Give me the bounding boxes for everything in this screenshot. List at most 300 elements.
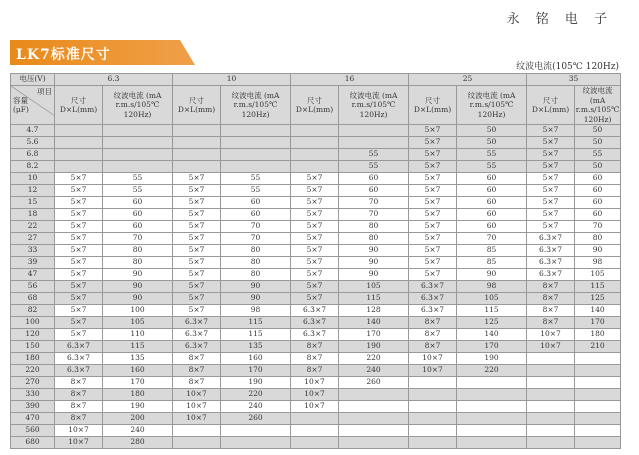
size-cell: 5×7 [55, 233, 103, 245]
size-header: 尺寸 D×L(mm) [173, 86, 221, 125]
size-cell [291, 137, 339, 149]
ripple-cell: 60 [457, 173, 527, 185]
ripple-cell: 55 [103, 185, 173, 197]
ripple-cell [457, 413, 527, 425]
ripple-cell: 190 [103, 401, 173, 413]
size-cell: 8×7 [527, 305, 575, 317]
ripple-cell: 125 [575, 293, 621, 305]
ripple-cell: 125 [457, 317, 527, 329]
ripple-cell: 180 [103, 389, 173, 401]
size-cell: 5×7 [291, 209, 339, 221]
size-cell: 5×7 [55, 197, 103, 209]
size-header: 尺寸 D×L(mm) [409, 86, 457, 125]
ripple-cell: 115 [575, 281, 621, 293]
ripple-cell: 80 [103, 245, 173, 257]
ripple-cell: 55 [457, 149, 527, 161]
size-cell: 5×7 [409, 209, 457, 221]
size-cell: 8×7 [409, 329, 457, 341]
size-cell: 5×7 [173, 305, 221, 317]
size-header: 尺寸 D×L(mm) [55, 86, 103, 125]
size-cell [55, 149, 103, 161]
ripple-cell: 50 [575, 137, 621, 149]
size-cell [409, 413, 457, 425]
size-cell [173, 137, 221, 149]
table-row [11, 377, 621, 389]
capacity-cell: 18 [11, 209, 55, 221]
size-cell: 10×7 [173, 413, 221, 425]
ripple-cell: 160 [103, 365, 173, 377]
ripple-cell: 70 [339, 197, 409, 209]
ripple-cell: 90 [339, 257, 409, 269]
size-cell: 5×7 [291, 173, 339, 185]
size-cell: 5×7 [291, 185, 339, 197]
size-cell [291, 161, 339, 173]
ripple-cell: 70 [221, 233, 291, 245]
ripple-cell: 70 [103, 233, 173, 245]
size-cell: 5×7 [291, 293, 339, 305]
capacity-unit: (μF) [13, 105, 29, 114]
size-cell: 5×7 [291, 233, 339, 245]
ripple-cell [575, 413, 621, 425]
ripple-cell: 105 [339, 281, 409, 293]
size-cell: 10×7 [291, 377, 339, 389]
size-cell: 5×7 [409, 149, 457, 161]
size-cell: 6.3×7 [291, 329, 339, 341]
ripple-cell: 60 [575, 197, 621, 209]
table-row [11, 149, 621, 161]
size-header: 尺寸 D×L(mm) [291, 86, 339, 125]
table-row [11, 305, 621, 317]
size-cell: 6.3×7 [291, 305, 339, 317]
table-row [11, 245, 621, 257]
capacity-cell: 220 [11, 365, 55, 377]
size-cell: 5×7 [55, 317, 103, 329]
ripple-cell [103, 137, 173, 149]
capacity-cell: 270 [11, 377, 55, 389]
ripple-cell: 50 [457, 125, 527, 137]
ripple-cell: 80 [339, 221, 409, 233]
ripple-cell: 90 [339, 269, 409, 281]
table-row [11, 413, 621, 425]
ripple-cell: 85 [457, 245, 527, 257]
size-cell: 5×7 [409, 221, 457, 233]
size-cell [409, 401, 457, 413]
capacity-cell: 56 [11, 281, 55, 293]
size-cell [291, 437, 339, 449]
size-cell: 5×7 [527, 197, 575, 209]
ripple-cell: 55 [339, 161, 409, 173]
table-row [11, 401, 621, 413]
ripple-cell: 140 [339, 317, 409, 329]
ripple-cell [339, 437, 409, 449]
ripple-cell: 70 [221, 221, 291, 233]
capacity-cell: 180 [11, 353, 55, 365]
ripple-cell [221, 161, 291, 173]
ripple-cell: 210 [575, 341, 621, 353]
size-cell: 5×7 [173, 185, 221, 197]
size-cell [173, 125, 221, 137]
size-cell: 8×7 [55, 401, 103, 413]
ripple-cell: 135 [221, 341, 291, 353]
size-cell: 5×7 [409, 197, 457, 209]
size-cell: 10×7 [291, 401, 339, 413]
size-cell: 5×7 [173, 197, 221, 209]
ripple-header: 纹波电流 (mA r.m.s/105℃ 120Hz) [221, 86, 291, 125]
ripple-header: 纹波电流 (mA r.m.s/105℃ 120Hz) [457, 86, 527, 125]
ripple-cell: 280 [103, 437, 173, 449]
ripple-cell: 200 [103, 413, 173, 425]
capacity-label: 容量 [13, 96, 28, 105]
table-row [11, 173, 621, 185]
capacity-cell: 4.7 [11, 125, 55, 137]
size-cell: 5×7 [55, 293, 103, 305]
size-cell: 6.3×7 [55, 353, 103, 365]
size-cell: 10×7 [173, 389, 221, 401]
ripple-cell: 60 [221, 209, 291, 221]
page-title: LK7标准尺寸 [16, 47, 111, 63]
size-cell: 10×7 [527, 329, 575, 341]
table-row [11, 353, 621, 365]
size-cell: 8×7 [173, 365, 221, 377]
ripple-cell: 180 [575, 329, 621, 341]
size-cell [527, 365, 575, 377]
size-cell: 5×7 [55, 173, 103, 185]
size-cell: 6.3×7 [527, 257, 575, 269]
ripple-cell: 80 [221, 257, 291, 269]
item-label: 项目 [37, 87, 52, 96]
spec-table [10, 73, 621, 449]
table-row [11, 317, 621, 329]
ripple-cell: 85 [457, 257, 527, 269]
ripple-cell: 100 [103, 305, 173, 317]
size-cell: 5×7 [173, 281, 221, 293]
size-cell [173, 425, 221, 437]
size-cell: 5×7 [55, 329, 103, 341]
ripple-cell: 135 [103, 353, 173, 365]
size-cell: 6.3×7 [173, 317, 221, 329]
capacity-cell: 6.8 [11, 149, 55, 161]
ripple-cell: 110 [103, 329, 173, 341]
ripple-cell: 60 [103, 209, 173, 221]
ripple-cell: 50 [575, 125, 621, 137]
table-row [11, 221, 621, 233]
ripple-cell: 105 [103, 317, 173, 329]
table-row [11, 125, 621, 137]
table-row [11, 233, 621, 245]
size-cell: 5×7 [173, 233, 221, 245]
table-row [11, 293, 621, 305]
capacity-cell: 68 [11, 293, 55, 305]
ripple-cell: 80 [575, 233, 621, 245]
ripple-cell: 60 [457, 185, 527, 197]
table-row [11, 329, 621, 341]
ripple-cell: 115 [221, 329, 291, 341]
size-cell: 5×7 [55, 257, 103, 269]
size-cell: 10×7 [291, 389, 339, 401]
ripple-cell [457, 425, 527, 437]
size-cell: 5×7 [527, 185, 575, 197]
capacity-cell: 22 [11, 221, 55, 233]
size-cell: 5×7 [55, 305, 103, 317]
ripple-cell: 240 [221, 401, 291, 413]
size-cell [409, 389, 457, 401]
item-capacity-header [11, 86, 55, 125]
ripple-cell: 90 [221, 293, 291, 305]
ripple-cell: 220 [339, 353, 409, 365]
table-body [11, 125, 621, 449]
size-cell: 5×7 [527, 173, 575, 185]
ripple-cell [103, 149, 173, 161]
size-cell: 6.3×7 [409, 293, 457, 305]
ripple-cell: 170 [339, 329, 409, 341]
ripple-cell [575, 401, 621, 413]
ripple-cell: 55 [457, 161, 527, 173]
ripple-cell [103, 161, 173, 173]
size-cell: 5×7 [173, 293, 221, 305]
size-cell [409, 437, 457, 449]
ripple-cell: 105 [457, 293, 527, 305]
size-cell: 8×7 [527, 317, 575, 329]
size-cell: 5×7 [173, 245, 221, 257]
size-cell: 5×7 [409, 233, 457, 245]
ripple-header: 纹波电流 (mA r.m.s/105℃ 120Hz) [103, 86, 173, 125]
size-cell: 8×7 [173, 353, 221, 365]
ripple-cell: 70 [457, 233, 527, 245]
size-cell: 5×7 [409, 245, 457, 257]
size-cell [291, 413, 339, 425]
ripple-cell: 240 [103, 425, 173, 437]
voltage-35: 35 [527, 74, 621, 86]
size-cell: 5×7 [55, 269, 103, 281]
ripple-cell [339, 125, 409, 137]
ripple-cell: 90 [221, 281, 291, 293]
capacity-cell: 15 [11, 197, 55, 209]
capacity-cell: 150 [11, 341, 55, 353]
ripple-cell: 170 [103, 377, 173, 389]
ripple-cell [575, 377, 621, 389]
ripple-cell: 98 [457, 281, 527, 293]
size-cell: 8×7 [527, 281, 575, 293]
ripple-cell [221, 125, 291, 137]
column-header-row [11, 86, 621, 125]
table-row [11, 425, 621, 437]
size-cell: 6.3×7 [409, 305, 457, 317]
size-cell: 6.3×7 [527, 233, 575, 245]
capacity-cell: 82 [11, 305, 55, 317]
ripple-cell [457, 377, 527, 389]
ripple-cell [221, 137, 291, 149]
size-cell: 6.3×7 [527, 269, 575, 281]
ripple-cell: 170 [221, 365, 291, 377]
size-cell [409, 425, 457, 437]
ripple-cell: 190 [457, 353, 527, 365]
table-row [11, 185, 621, 197]
ripple-cell: 60 [457, 221, 527, 233]
ripple-cell: 55 [103, 173, 173, 185]
size-cell: 5×7 [291, 281, 339, 293]
ripple-cell: 60 [575, 209, 621, 221]
size-cell [291, 149, 339, 161]
size-cell: 5×7 [291, 197, 339, 209]
size-cell: 6.3×7 [55, 341, 103, 353]
size-cell: 5×7 [409, 269, 457, 281]
company-name: 永 铭 电 子 [506, 12, 613, 27]
size-cell [291, 425, 339, 437]
size-cell [173, 437, 221, 449]
ripple-cell: 60 [221, 197, 291, 209]
size-cell: 5×7 [409, 125, 457, 137]
capacity-cell: 100 [11, 317, 55, 329]
size-cell [409, 377, 457, 389]
ripple-cell: 90 [457, 269, 527, 281]
ripple-cell: 220 [221, 389, 291, 401]
size-cell: 5×7 [409, 161, 457, 173]
ripple-cell: 55 [575, 149, 621, 161]
size-cell: 6.3×7 [55, 365, 103, 377]
size-cell: 6.3×7 [409, 281, 457, 293]
size-cell: 6.3×7 [291, 317, 339, 329]
ripple-cell: 80 [103, 257, 173, 269]
ripple-cell: 60 [575, 173, 621, 185]
ripple-cell: 80 [221, 269, 291, 281]
size-cell [527, 437, 575, 449]
size-cell: 5×7 [527, 209, 575, 221]
size-cell: 10×7 [173, 401, 221, 413]
size-cell: 5×7 [55, 209, 103, 221]
ripple-cell [103, 125, 173, 137]
ripple-cell: 170 [575, 317, 621, 329]
table-row [11, 197, 621, 209]
size-cell: 8×7 [409, 317, 457, 329]
capacity-cell: 47 [11, 269, 55, 281]
capacity-cell: 10 [11, 173, 55, 185]
table-subtitle: 纹波电流(105℃ 120Hz) [516, 62, 619, 72]
table-row [11, 341, 621, 353]
size-cell [527, 389, 575, 401]
capacity-cell: 8.2 [11, 161, 55, 173]
size-cell: 5×7 [409, 173, 457, 185]
ripple-cell: 98 [575, 257, 621, 269]
capacity-cell: 120 [11, 329, 55, 341]
size-cell [527, 413, 575, 425]
size-cell: 8×7 [291, 365, 339, 377]
size-header: 尺寸 D×L(mm) [527, 86, 575, 125]
size-cell: 8×7 [55, 377, 103, 389]
size-cell: 5×7 [291, 257, 339, 269]
size-cell: 6.3×7 [173, 341, 221, 353]
ripple-header: 纹波电流 (mA r.m.s/105℃ 120Hz) [339, 86, 409, 125]
size-cell: 5×7 [291, 245, 339, 257]
table-row [11, 281, 621, 293]
ripple-cell: 220 [457, 365, 527, 377]
ripple-cell [575, 389, 621, 401]
ripple-cell: 90 [103, 281, 173, 293]
table-row [11, 365, 621, 377]
size-cell: 5×7 [527, 149, 575, 161]
voltage-10: 10 [173, 74, 291, 86]
ripple-cell: 60 [575, 185, 621, 197]
ripple-cell [575, 353, 621, 365]
ripple-cell: 70 [339, 209, 409, 221]
capacity-cell: 390 [11, 401, 55, 413]
ripple-header: 纹波电流 (mA r.m.s/105℃ 120Hz) [575, 86, 620, 124]
capacity-cell: 330 [11, 389, 55, 401]
size-cell: 5×7 [527, 161, 575, 173]
size-cell: 5×7 [55, 221, 103, 233]
voltage-25: 25 [409, 74, 527, 86]
ripple-cell: 128 [339, 305, 409, 317]
ripple-cell [221, 425, 291, 437]
ripple-cell: 55 [221, 185, 291, 197]
ripple-cell: 90 [103, 293, 173, 305]
size-cell: 10×7 [55, 425, 103, 437]
ripple-cell [575, 437, 621, 449]
voltage-header-row [11, 74, 621, 86]
voltage-6.3: 6.3 [55, 74, 173, 86]
ripple-cell: 260 [339, 377, 409, 389]
size-cell: 5×7 [55, 185, 103, 197]
size-cell: 5×7 [527, 221, 575, 233]
capacity-cell: 680 [11, 437, 55, 449]
ripple-cell: 80 [339, 233, 409, 245]
ripple-cell: 140 [575, 305, 621, 317]
size-cell: 5×7 [173, 269, 221, 281]
ripple-cell: 160 [221, 353, 291, 365]
ripple-cell [339, 413, 409, 425]
ripple-cell: 115 [339, 293, 409, 305]
ripple-cell: 60 [339, 173, 409, 185]
size-cell [55, 125, 103, 137]
table-row [11, 161, 621, 173]
size-cell [173, 161, 221, 173]
ripple-cell [575, 425, 621, 437]
size-cell: 8×7 [55, 389, 103, 401]
ripple-cell: 60 [103, 221, 173, 233]
ripple-cell [339, 389, 409, 401]
size-cell [291, 125, 339, 137]
size-cell: 5×7 [409, 137, 457, 149]
size-cell: 10×7 [55, 437, 103, 449]
ripple-cell [457, 389, 527, 401]
size-cell [173, 149, 221, 161]
ripple-cell: 115 [457, 305, 527, 317]
size-cell: 5×7 [409, 257, 457, 269]
ripple-cell: 50 [457, 137, 527, 149]
ripple-cell: 140 [457, 329, 527, 341]
size-cell: 8×7 [291, 341, 339, 353]
ripple-cell [339, 401, 409, 413]
ripple-cell [457, 437, 527, 449]
ripple-cell: 190 [339, 341, 409, 353]
capacity-cell: 470 [11, 413, 55, 425]
size-cell: 5×7 [409, 185, 457, 197]
size-cell: 5×7 [527, 125, 575, 137]
size-cell: 8×7 [55, 413, 103, 425]
capacity-cell: 39 [11, 257, 55, 269]
size-cell: 10×7 [527, 341, 575, 353]
size-cell: 8×7 [527, 293, 575, 305]
size-cell: 5×7 [291, 221, 339, 233]
ripple-cell: 115 [221, 317, 291, 329]
voltage-label: 电压(V) [11, 74, 55, 86]
size-cell: 5×7 [55, 245, 103, 257]
size-cell [527, 353, 575, 365]
size-cell: 5×7 [173, 257, 221, 269]
ripple-cell: 105 [575, 269, 621, 281]
size-cell: 8×7 [173, 377, 221, 389]
table-row [11, 269, 621, 281]
size-cell: 5×7 [173, 209, 221, 221]
